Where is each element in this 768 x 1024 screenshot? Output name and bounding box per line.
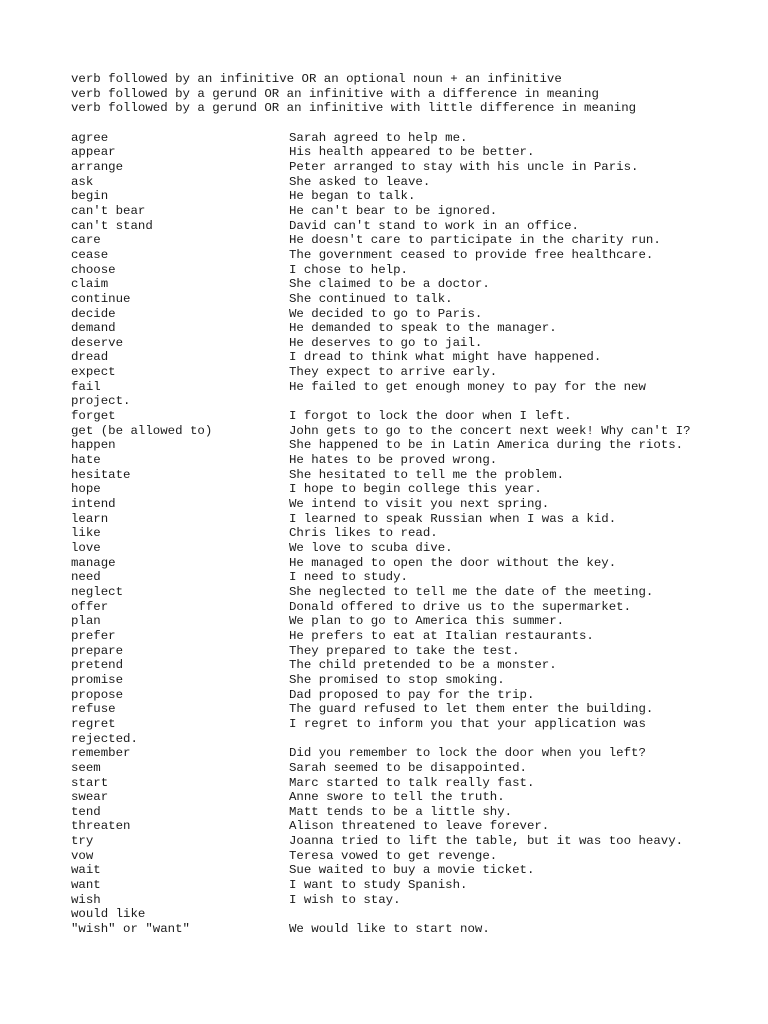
legend-line-gerund-little-difference: verb followed by a gerund OR an infinitive with little difference in meaning — [71, 101, 637, 116]
verb-cell: ask — [71, 174, 94, 189]
document-page — [71, 72, 721, 937]
example-sentence: Teresa vowed to get revenge. — [289, 848, 498, 863]
verb-cell: agree — [71, 130, 109, 145]
verb-cell: propose — [71, 687, 124, 702]
table-row — [71, 673, 721, 688]
example-sentence: I dread to think what might have happened. — [289, 350, 602, 365]
example-sentence: She neglected to tell me the date of the meeting. — [289, 584, 654, 599]
table-row — [71, 878, 721, 893]
example-sentence: I learned to speak Russian when I was a kid. — [289, 511, 617, 526]
table-row — [71, 131, 721, 146]
table-row — [71, 263, 721, 278]
verb-cell: vow — [71, 848, 94, 863]
verb-cell: promise — [71, 672, 124, 687]
example-sentence: She asked to leave. — [289, 174, 431, 189]
table-row — [71, 658, 721, 673]
verb-cell: manage — [71, 555, 116, 570]
verb-cell: expect — [71, 365, 116, 380]
example-sentence: Sarah agreed to help me. — [289, 130, 468, 145]
verb-cell: threaten — [71, 819, 131, 834]
verb-cell: regret — [71, 716, 116, 731]
verb-cell: neglect — [71, 584, 124, 599]
verb-cell: wait — [71, 863, 101, 878]
verb-list — [71, 131, 721, 937]
verb-cell: try — [71, 834, 94, 849]
table-row — [71, 424, 721, 439]
table-row — [71, 907, 721, 922]
example-sentence: I need to study. — [289, 570, 408, 585]
table-row — [71, 819, 721, 834]
verb-cell: swear — [71, 790, 109, 805]
table-row — [71, 438, 721, 453]
example-sentence: I hope to begin college this year. — [289, 482, 542, 497]
example-sentence: I chose to help. — [289, 262, 408, 277]
example-sentence: She promised to stop smoking. — [289, 672, 505, 687]
example-sentence: They expect to arrive early. — [289, 365, 498, 380]
table-row — [71, 556, 721, 571]
example-sentence: They prepared to take the test. — [289, 643, 520, 658]
example-sentence: She hesitated to tell me the problem. — [289, 467, 565, 482]
example-sentence: He can't bear to be ignored. — [289, 203, 498, 218]
table-row — [71, 570, 721, 585]
example-sentence: We intend to visit you next spring. — [289, 497, 550, 512]
example-sentence: The child pretended to be a monster. — [289, 658, 557, 673]
verb-cell: get (be allowed to) — [71, 423, 213, 438]
table-row — [71, 746, 721, 761]
table-row — [71, 526, 721, 541]
example-sentence: She claimed to be a doctor. — [289, 277, 490, 292]
verb-cell: need — [71, 570, 101, 585]
table-row — [71, 336, 721, 351]
table-row — [71, 468, 721, 483]
table-row — [71, 409, 721, 424]
verb-cell: hope — [71, 482, 101, 497]
example-sentence: Matt tends to be a little shy. — [289, 804, 513, 819]
verb-cell: tend — [71, 804, 101, 819]
verb-cell: refuse — [71, 702, 116, 717]
verb-cell: learn — [71, 511, 109, 526]
example-sentence: His health appeared to be better. — [289, 145, 535, 160]
verb-cell: start — [71, 775, 109, 790]
verb-cell: arrange — [71, 159, 124, 174]
verb-cell: offer — [71, 599, 109, 614]
table-row — [71, 790, 721, 805]
example-sentence: He hates to be proved wrong. — [289, 453, 498, 468]
verb-cell: hesitate — [71, 467, 131, 482]
table-row — [71, 834, 721, 849]
table-row — [71, 350, 721, 365]
table-row — [71, 717, 721, 732]
verb-cell: care — [71, 233, 101, 248]
verb-cell: love — [71, 541, 101, 555]
example-sentence: Peter arranged to stay with his uncle in Paris. — [289, 159, 639, 174]
table-row — [71, 761, 721, 776]
example-sentence: I want to study Spanish. — [289, 878, 468, 893]
verb-cell: seem — [71, 760, 101, 775]
example-sentence: John gets to go to the concert next week! Why can't I? — [289, 423, 691, 438]
verb-cell: intend — [71, 497, 116, 512]
example-sentence: Alison threatened to leave forever. — [289, 819, 550, 834]
table-row — [71, 863, 721, 878]
verb-cell: pretend — [71, 658, 124, 673]
table-row — [71, 644, 721, 659]
example-sentence: Joanna tried to lift the table, but it was too heavy. — [289, 834, 684, 849]
verb-cell: prefer — [71, 628, 116, 643]
example-sentence: She continued to talk. — [289, 291, 453, 306]
table-row — [71, 248, 721, 263]
example-sentence-continuation: rejected. — [71, 731, 138, 746]
verb-cell: dread — [71, 350, 109, 365]
table-row — [71, 849, 721, 864]
example-sentence: He failed to get enough money to pay for the new — [289, 379, 646, 394]
legend-line-infinitive: verb followed by an infinitive OR an optional noun + an infinitive — [71, 72, 562, 86]
example-sentence: We plan to go to America this summer. — [289, 614, 565, 629]
example-sentence: She happened to be in Latin America during the riots. — [289, 438, 684, 453]
verb-cell: hate — [71, 453, 101, 468]
table-row — [71, 233, 721, 248]
example-sentence: I wish to stay. — [289, 892, 401, 907]
table-row — [71, 600, 721, 615]
table-row — [71, 307, 721, 322]
example-sentence: Dad proposed to pay for the trip. — [289, 687, 535, 702]
table-row — [71, 541, 721, 556]
legend-block — [71, 72, 721, 116]
example-sentence: David can't stand to work in an office. — [289, 218, 579, 233]
example-sentence: Sue waited to buy a movie ticket. — [289, 863, 535, 878]
table-row — [71, 292, 721, 307]
table-row — [71, 160, 721, 175]
legend-line-gerund-difference: verb followed by a gerund OR an infinitive with a difference in meaning — [71, 86, 599, 101]
example-sentence: Anne swore to tell the truth. — [289, 790, 505, 805]
example-sentence: The guard refused to let them enter the building. — [289, 702, 654, 717]
example-sentence: Sarah seemed to be disappointed. — [289, 760, 527, 775]
example-sentence: Did you remember to lock the door when you left? — [289, 746, 646, 761]
verb-cell: fail — [71, 379, 101, 394]
verb-cell: continue — [71, 291, 131, 306]
verb-cell: "wish" or "want" — [71, 922, 190, 937]
table-row — [71, 277, 721, 292]
verb-cell: deserve — [71, 335, 124, 350]
example-sentence: Donald offered to drive us to the supermarket. — [289, 599, 632, 614]
verb-cell: plan — [71, 614, 101, 629]
verb-cell: appear — [71, 145, 116, 160]
table-row — [71, 380, 721, 395]
table-row — [71, 805, 721, 820]
verb-cell: remember — [71, 746, 131, 761]
example-sentence: We would like to start now. — [289, 922, 490, 937]
example-sentence: He began to talk. — [289, 189, 416, 204]
verb-cell: claim — [71, 277, 109, 292]
example-sentence: We love to scuba dive. — [289, 541, 453, 555]
verb-cell: like — [71, 526, 101, 541]
table-row — [71, 688, 721, 703]
example-sentence: Chris likes to read. — [289, 526, 438, 541]
table-row — [71, 219, 721, 234]
verb-cell: can't stand — [71, 218, 153, 233]
table-row — [71, 145, 721, 160]
table-row — [71, 629, 721, 644]
verb-cell: forget — [71, 409, 116, 424]
table-row — [71, 497, 721, 512]
example-sentence: We decided to go to Paris. — [289, 306, 483, 321]
verb-cell: happen — [71, 438, 116, 453]
verb-cell: decide — [71, 306, 116, 321]
verb-cell: want — [71, 878, 101, 893]
example-sentence: He managed to open the door without the key. — [289, 555, 617, 570]
table-row — [71, 585, 721, 600]
table-row — [71, 175, 721, 190]
verb-cell: prepare — [71, 643, 124, 658]
verb-cell: cease — [71, 247, 109, 262]
example-sentence: I regret to inform you that your application was — [289, 716, 646, 731]
example-sentence: He doesn't care to participate in the charity run. — [289, 233, 661, 248]
verb-cell: demand — [71, 321, 116, 336]
verb-cell: wish — [71, 892, 101, 907]
table-row — [71, 893, 721, 908]
table-row — [71, 365, 721, 380]
example-sentence: Marc started to talk really fast. — [289, 775, 535, 790]
verb-cell: would like — [71, 907, 146, 922]
table-row — [71, 512, 721, 527]
example-sentence: The government ceased to provide free healthcare. — [289, 247, 654, 262]
example-sentence-continuation: project. — [71, 394, 131, 409]
example-sentence: He prefers to eat at Italian restaurants. — [289, 628, 594, 643]
table-row — [71, 702, 721, 717]
example-sentence: He deserves to go to jail. — [289, 335, 483, 350]
table-row — [71, 453, 721, 468]
verb-cell: choose — [71, 262, 116, 277]
example-sentence: I forgot to lock the door when I left. — [289, 409, 572, 424]
table-row — [71, 204, 721, 219]
table-row — [71, 482, 721, 497]
table-row — [71, 614, 721, 629]
table-row — [71, 321, 721, 336]
table-row — [71, 776, 721, 791]
table-row — [71, 922, 721, 937]
table-row — [71, 189, 721, 204]
verb-cell: can't bear — [71, 203, 146, 218]
verb-cell: begin — [71, 189, 109, 204]
example-sentence: He demanded to speak to the manager. — [289, 321, 557, 336]
